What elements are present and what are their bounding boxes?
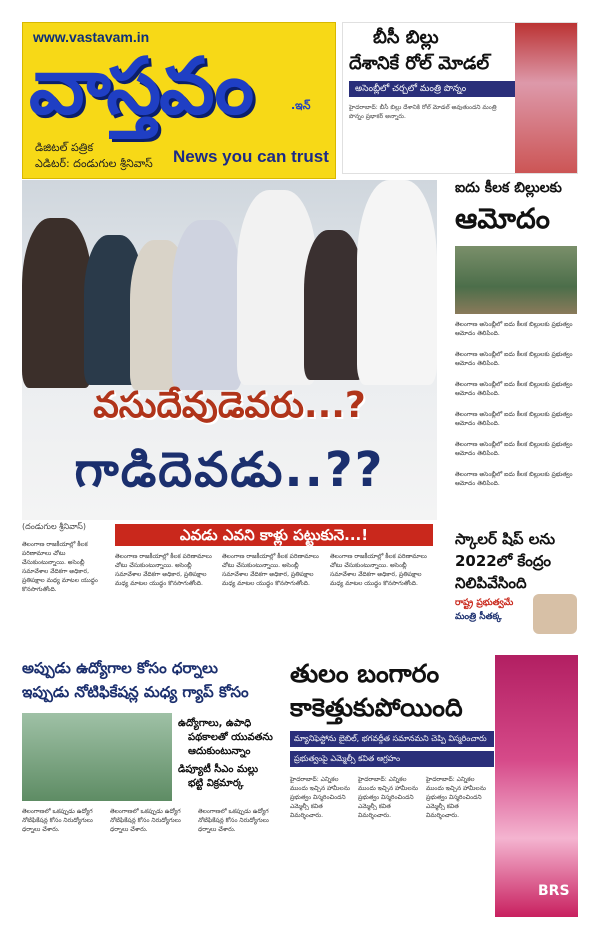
byline: (దండుగుల శ్రీనివాస్)	[22, 522, 87, 531]
brs-text: BRS	[538, 883, 570, 899]
bottom-left-headline-2: ఇప్పుడు నోటిఫికేషన్ల మధ్య గ్యాప్ కోసం	[22, 683, 249, 701]
side-story-2-line3: నిలిపివేసింది	[455, 574, 527, 592]
bottom-right-body: హైదరాబాద్: ఎన్నికల ముందు ఇచ్చిన హామీలను ప్రభుత్వం విస్మరించిందని ఎమ్మెల్సీ కవిత విమర్శించారు.	[290, 776, 350, 819]
top-story-kicker: బీసీ బిల్లు	[373, 27, 439, 48]
bottom-left-headline-1: అప్పుడు ఉద్యోగాల కోసం ధర్నాలు	[22, 659, 218, 677]
bottom-right-headline-1: తులం బంగారం	[290, 659, 440, 688]
kavitha-photo	[495, 655, 578, 917]
main-story-column: తెలంగాణ రాజకీయాల్లో కీలక పరిణామాలు చోటు చేసుకుంటున్నాయి. అసెంబ్లీ సమావేశాల వేదికగా అధికార, ప్రతిపక్షాల మధ్య మాటల యుద్ధం కొనసాగుతోంది.	[115, 553, 212, 587]
side-story-1-body: తెలంగాణ అసెంబ్లీలో ఐదు కీలక బిల్లులకు ప్రభుత్వం ఆమోదం తెలిపింది.	[455, 441, 573, 457]
main-story-column: తెలంగాణ రాజకీయాల్లో కీలక పరిణామాలు చోటు చేసుకుంటున్నాయి. అసెంబ్లీ సమావేశాల వేదికగా అధికార, ప్రతిపక్షాల మధ్య మాటల యుద్ధం కొనసాగుతోంది.	[222, 553, 319, 587]
hero-photo	[22, 180, 437, 520]
bottom-left-story[interactable]	[22, 655, 284, 917]
logo: వాస్తవం	[29, 42, 253, 132]
top-story-photo	[515, 23, 577, 173]
top-story-headline: దేశానికే రోల్ మోడల్	[349, 53, 490, 74]
bottom-right-subhead-1: మ్యానిఫెస్టోను బైబిల్, భగవద్గీత సమానమని చెప్పి విస్మరించారు	[290, 731, 494, 747]
bottom-left-body: తెలంగాణలో ఒకప్పుడు ఉద్యోగ నోటిఫికేషన్ల కోసం నిరుద్యోగులు ధర్నాలు చేశారు.	[198, 808, 269, 833]
bottom-left-body: తెలంగాణలో ఒకప్పుడు ఉద్యోగ నోటిఫికేషన్ల కోసం నిరుద్యోగులు ధర్నాలు చేశారు.	[22, 808, 93, 833]
bottom-right-story[interactable]	[290, 655, 578, 917]
top-story-subhead: అసెంబ్లీలో చర్చలో మంత్రి పొన్నం	[349, 81, 515, 97]
bullet-line: ఉద్యోగాలు, ఉపాధి	[178, 718, 252, 729]
main-story-column: తెలంగాణ రాజకీయాల్లో కీలక పరిణామాలు చోటు చేసుకుంటున్నాయి. అసెంబ్లీ సమావేశాల వేదికగా అధికార, ప్రతిపక్షాల మధ్య మాటల యుద్ధం కొనసాగుతోంది.	[22, 541, 98, 593]
hero-headline-1: వసుదేవుడెవరు...?	[93, 385, 366, 426]
side-story-1-body: తెలంగాణ అసెంబ్లీలో ఐదు కీలక బిల్లులకు ప్రభుత్వం ఆమోదం తెలిపింది.	[455, 351, 573, 367]
person-figure	[22, 218, 92, 388]
hero-headline-2: గాడిదెవడు..??	[74, 442, 385, 498]
main-story-banner: ఎవడు ఎవని కాళ్లు పట్టుకునె...!	[115, 524, 433, 546]
side-story-2-line2: 2022లో కేంద్రం	[455, 552, 552, 570]
bullet-line: పథకాలతో యువతను	[188, 732, 273, 743]
bullet-line: భట్టి విక్రమార్క	[188, 778, 244, 789]
site-url[interactable]: www.vastavam.in	[33, 29, 150, 45]
bhatti-photo	[22, 713, 172, 801]
side-story-1-body: తెలంగాణ అసెంబ్లీలో ఐదు కీలక బిల్లులకు ప్రభుత్వం ఆమోదం తెలిపింది.	[455, 411, 573, 427]
top-story-body: హైదరాబాద్: బీసీ బిల్లు దేశానికి రోల్ మోడల్ అవుతుందని మంత్రి పొన్నం ప్రభాకర్ అన్నారు.	[349, 104, 497, 120]
trust-tagline: News you can trust	[173, 147, 329, 166]
side-story-1-kicker: ఐదు కీలక బిల్లులకు	[455, 180, 562, 196]
person-figure	[357, 180, 437, 385]
tagline: డిజిటల్ పత్రిక	[35, 141, 94, 154]
bullet-line: డిప్యూటీ సీఎం మల్లు	[178, 764, 259, 775]
bottom-right-headline-2: కాకెత్తుకుపోయింది	[290, 693, 463, 722]
seethakka-photo	[533, 594, 577, 634]
main-story-column: తెలంగాణ రాజకీయాల్లో కీలక పరిణామాలు చోటు చేసుకుంటున్నాయి. అసెంబ్లీ సమావేశాల వేదికగా అధికార, ప్రతిపక్షాల మధ్య మాటల యుద్ధం కొనసాగుతోంది.	[330, 553, 427, 587]
bottom-left-body: తెలంగాణలో ఒకప్పుడు ఉద్యోగ నోటిఫికేషన్ల కోసం నిరుద్యోగులు ధర్నాలు చేశారు.	[110, 808, 181, 833]
side-story-1-body: తెలంగాణ అసెంబ్లీలో ఐదు కీలక బిల్లులకు ప్రభుత్వం ఆమోదం తెలిపింది.	[455, 471, 573, 487]
masthead	[22, 22, 336, 179]
top-story-card[interactable]	[342, 22, 578, 174]
bottom-right-subhead-2: ప్రభుత్వంపై ఎమ్మెల్సీ కవిత ఆగ్రహం	[290, 751, 494, 767]
bottom-right-body: హైదరాబాద్: ఎన్నికల ముందు ఇచ్చిన హామీలను ప్రభుత్వం విస్మరించిందని ఎమ్మెల్సీ కవిత విమర్శించారు.	[426, 776, 486, 819]
side-story-1-body: తెలంగాణ అసెంబ్లీలో ఐదు కీలక బిల్లులకు ప్రభుత్వం ఆమోదం తెలిపింది.	[455, 381, 573, 397]
side-story-2-sub1: రాష్ట్ర ప్రభుత్వమే	[455, 598, 514, 608]
side-story-1-headline: ఆమోదం	[455, 202, 550, 235]
side-story-2-sub2: మంత్రి సీతక్క	[455, 612, 502, 622]
assembly-photo	[455, 246, 577, 314]
bullet-line: ఆదుకుంటున్నాం	[188, 746, 251, 757]
person-figure	[172, 220, 242, 390]
editor-line: ఎడిటర్: దండుగుల శ్రీనివాస్	[35, 157, 153, 170]
logo-suffix: .ఇన్	[291, 99, 311, 112]
side-story-1-body: తెలంగాణ అసెంబ్లీలో ఐదు కీలక బిల్లులకు ప్రభుత్వం ఆమోదం తెలిపింది.	[455, 321, 573, 337]
person-figure	[304, 230, 364, 380]
side-story-2-line1: స్కాలర్ షిప్ లను	[455, 530, 556, 548]
bottom-right-body: హైదరాబాద్: ఎన్నికల ముందు ఇచ్చిన హామీలను ప్రభుత్వం విస్మరించిందని ఎమ్మెల్సీ కవిత విమర్శించారు.	[358, 776, 418, 819]
